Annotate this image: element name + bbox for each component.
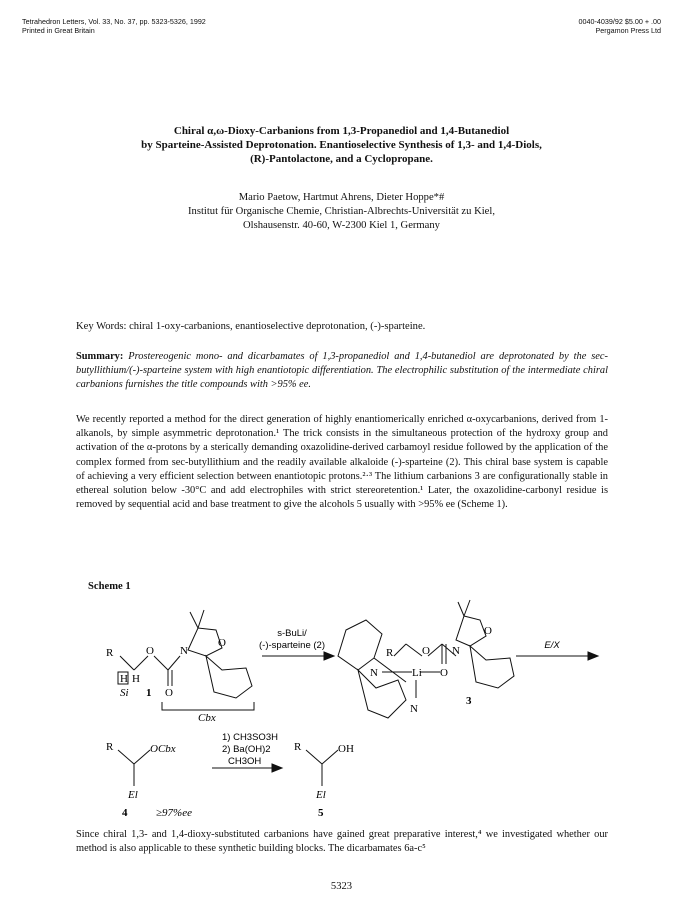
title-line-2: by Sparteine-Assisted Deprotonation. Enantioselective Synthesis of 1,3- and 1,4-Diols, <box>141 139 542 151</box>
scheme-li: Li <box>412 667 422 679</box>
scheme-compound-1: 1 <box>146 687 152 699</box>
reagent-1-line-1: s-BuLi/ <box>277 628 307 639</box>
scheme-el-4: El <box>128 789 138 801</box>
title-line-1: Chiral α,ω-Dioxy-Carbanions from 1,3-Propanediol and 1,4-Butanediol <box>173 125 510 137</box>
scheme-n-sparteine-2: N <box>410 703 418 715</box>
scheme-r-4: R <box>106 741 114 753</box>
author-block <box>40 191 643 233</box>
printed-line: Printed in Great Britain <box>22 26 95 35</box>
scheme-r-1: R <box>106 647 114 659</box>
scheme-r-5: R <box>294 741 302 753</box>
scheme-n-sparteine-1: N <box>370 667 378 679</box>
journal-line: Tetrahedron Letters, Vol. 33, No. 37, pp. 5323-5326, 1992 <box>22 17 206 26</box>
scheme-n-3: N <box>452 645 460 657</box>
scheme-o-ring-3: O <box>484 625 492 637</box>
scheme-n-1: N <box>180 645 188 657</box>
scheme-oh: OH <box>338 743 354 755</box>
scheme-h-boxed: H <box>120 673 128 685</box>
scheme-r-3: R <box>386 647 394 659</box>
scheme-1-figure <box>76 590 608 825</box>
scheme-h: H <box>132 673 140 685</box>
paragraph-1: We recently reported a method for the direct generation of highly enantiomerically enriched α-oxycarbanions, derived from 1-alkanols, by simple asymmetric deprotonation.¹ The trick consists in the simultaneous protection of the hydroxy group and activation of the α-protons by a sterically demanding oxazolidine-derived carbamoyl residue followed by the application of the complex formed from sec-butyllithium and the readily available alkaloide (-)-sparteine (2). This chiral base system is capable of achieving a very efficient selection between enantiotopic protons.²·³ The lithium carbanions 3 are configurationally stable in ethereal solution below -30°C and add electrophiles with strict stereoretention.¹ Later, the oxazolidine-carbonyl residue is removed by sequential acid and base treatment to give the alcohols 5 usually with >95% ee (Scheme 1). <box>76 414 608 511</box>
journal-citation <box>22 17 206 35</box>
keywords: Key Words: chiral 1-oxy-carbanions, enantioselective deprotonation, (-)-sparteine. <box>76 321 426 332</box>
reagent-2-line-3: CH3OH <box>228 756 262 767</box>
reagent-2-line-1: 1) CH3SO3H <box>222 732 278 743</box>
publisher-name: Pergamon Press Ltd <box>595 26 661 35</box>
page-number: 5323 <box>330 881 353 892</box>
scheme-el-5: El <box>316 789 326 801</box>
title-line-3: (R)-Pantolactone, and a Cyclopropane. <box>250 153 433 165</box>
reagent-2-line-2: 2) Ba(OH)2 <box>222 744 271 755</box>
scheme-ocbx: OCbx <box>150 743 176 755</box>
paragraph-2: Since chiral 1,3- and 1,4-dioxy-substituted carbanions have gained great preparative interest,⁴ we investigated whether our method is also applicable to these synthetic building blocks. The dicarbamates 6a-c⁵ <box>76 829 608 855</box>
summary-text: Prostereogenic mono- and dicarbamates of 1,3-propanediol and 1,4-butanediol are deprotonated by the sec-butyllithium/(-)-sparteine system with high enantiotopic differentiation. The electrophilic substitution of the intermediate chiral carbanions furnishes the title compounds with >95% ee. <box>76 351 608 391</box>
scheme-o-carbonyl: O <box>165 687 173 699</box>
scheme-compound-5: 5 <box>318 807 324 819</box>
institution: Institut für Organische Chemie, Christian-Albrechts-Universität zu Kiel, <box>188 206 495 217</box>
scheme-cbx: Cbx <box>198 712 216 724</box>
publisher-info <box>578 17 661 35</box>
summary-label: Summary: <box>76 351 124 362</box>
scheme-o-3: O <box>422 645 430 657</box>
scheme-compound-3: 3 <box>466 695 472 707</box>
summary <box>76 350 608 393</box>
price-code: 0040-4039/92 $5.00 + .00 <box>578 17 661 26</box>
scheme-label: Scheme 1 <box>88 581 131 592</box>
electrophile-label: E/X <box>544 640 560 651</box>
scheme-si: Si <box>120 687 129 699</box>
paper-title <box>40 124 643 166</box>
scheme-compound-4: 4 <box>122 807 128 819</box>
scheme-o-ester: O <box>146 645 154 657</box>
reagent-1-line-2: (-)-sparteine (2) <box>259 640 325 651</box>
reaction-scheme <box>76 590 608 825</box>
author-names: Mario Paetow, Hartmut Ahrens, Dieter Hoppe*# <box>238 192 445 203</box>
scheme-o-li: O <box>440 667 448 679</box>
scheme-o-ring: O <box>218 637 226 649</box>
address: Olshausenstr. 40-60, W-2300 Kiel 1, Germany <box>243 220 440 231</box>
scheme-ee-4: ≥97%ee <box>156 807 192 819</box>
